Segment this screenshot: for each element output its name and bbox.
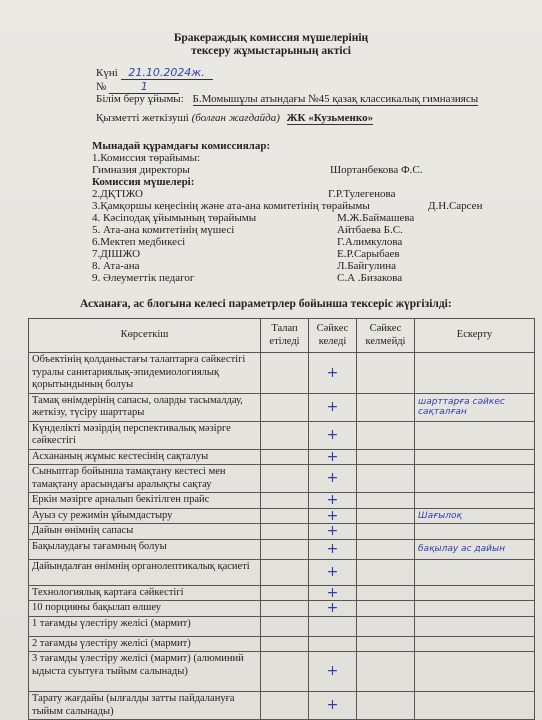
- col-header-note: Ескерту: [415, 319, 535, 353]
- member-role: 7.ДІШЖО: [92, 248, 141, 260]
- members-heading: Комиссия мүшелері:: [92, 176, 195, 188]
- required-cell: [261, 449, 309, 465]
- table-row: [29, 559, 535, 585]
- match-cell: [309, 616, 357, 636]
- col-header-match: Сәйкес келеді: [309, 319, 357, 353]
- member-role: 9. Әлеуметтік педагог: [92, 272, 195, 284]
- note-cell: [415, 601, 535, 617]
- required-cell: [261, 493, 309, 509]
- match-cell: +: [309, 601, 357, 617]
- match-cell: +: [309, 393, 357, 421]
- member-name: Г.Р.Тулегенова: [328, 188, 396, 200]
- supplier-line: [96, 112, 373, 125]
- match-cell: [309, 636, 357, 652]
- note-cell: [415, 636, 535, 652]
- note-cell: [415, 585, 535, 601]
- match-cell: +: [309, 508, 357, 524]
- table-row: [29, 508, 535, 524]
- indicator-cell: 1 тағамды үлестіру желісі (мармит): [29, 616, 261, 636]
- number-label: №: [96, 81, 107, 93]
- table-row: [29, 616, 535, 636]
- indicator-cell: Тамақ өнімдерінің сапасы, оларды тасымалдау, жеткізу, түсіру шарттары: [29, 393, 261, 421]
- indicator-cell: Дайындалған өнімнің органолептикалық қасиеті: [29, 559, 261, 585]
- table-row: [29, 652, 535, 692]
- match-cell: +: [309, 465, 357, 493]
- required-cell: [261, 636, 309, 652]
- match-cell: +: [309, 449, 357, 465]
- indicator-cell: 2 тағамды үлестіру желісі (мармит): [29, 636, 261, 652]
- date-line: [96, 66, 213, 80]
- mismatch-cell: [357, 421, 415, 449]
- mismatch-cell: [357, 539, 415, 559]
- match-cell: +: [309, 421, 357, 449]
- table-row: [29, 524, 535, 540]
- col-header-mismatch: Сәйкес келмейді: [357, 319, 415, 353]
- table-row: [29, 585, 535, 601]
- mismatch-cell: [357, 616, 415, 636]
- note-cell: бақылау ас дайын: [415, 539, 535, 559]
- note-cell: шарттарға сәйкес сақталған: [415, 393, 535, 421]
- org-label: Білім беру ұйымы:: [96, 93, 184, 105]
- note-cell: [415, 524, 535, 540]
- member-name: Л.Байгулина: [337, 260, 396, 272]
- table-row: [29, 636, 535, 652]
- table-row: [29, 393, 535, 421]
- required-cell: [261, 508, 309, 524]
- note-cell: [415, 353, 535, 394]
- indicator-cell: 3 тағамды үлестіру желісі (мармит) (алюминий ыдыста суытуға тыйым салынады): [29, 652, 261, 692]
- note-cell: [415, 421, 535, 449]
- required-cell: [261, 421, 309, 449]
- supplier-label: Қызметті жеткізуші: [96, 112, 189, 124]
- note-cell: [415, 449, 535, 465]
- doc-title-line2: тексеру жұмыстарының актісі: [191, 45, 351, 57]
- table-row: [29, 493, 535, 509]
- member-name: М.Ж.Баймашева: [337, 212, 415, 224]
- required-cell: [261, 465, 309, 493]
- number-line: [96, 80, 179, 94]
- note-cell: [415, 652, 535, 692]
- member-role: 2.ДҚТІЖО: [92, 188, 143, 200]
- member-name: Г.Алимкулова: [337, 236, 403, 248]
- mismatch-cell: [357, 353, 415, 394]
- mismatch-cell: [357, 692, 415, 720]
- note-cell: Шағылоқ: [415, 508, 535, 524]
- match-cell: +: [309, 524, 357, 540]
- mismatch-cell: [357, 493, 415, 509]
- member-name: С.А .Бизакова: [337, 272, 403, 284]
- member-name: Е.Р.Сарыбаев: [337, 248, 400, 260]
- mismatch-cell: [357, 508, 415, 524]
- chair-heading: 1.Комиссия төрайымы:: [92, 152, 201, 164]
- mismatch-cell: [357, 524, 415, 540]
- table-row: [29, 465, 535, 493]
- member-role: 4. Кәсіподақ ұйымының төрайымы: [92, 212, 257, 224]
- member-role: 8. Ата-ана: [92, 260, 140, 272]
- indicator-cell: Тарату жағдайы (ылғалды затты пайдалануға тыйым салынады): [29, 692, 261, 720]
- match-cell: +: [309, 585, 357, 601]
- col-header-required: Талап етіледі: [261, 319, 309, 353]
- mismatch-cell: [357, 449, 415, 465]
- table-row: [29, 539, 535, 559]
- mismatch-cell: [357, 559, 415, 585]
- table-row: [29, 421, 535, 449]
- date-label: Күні: [96, 67, 118, 79]
- indicator-cell: Еркін мәзірге арналып бекітілген прайс: [29, 493, 261, 509]
- match-cell: +: [309, 493, 357, 509]
- indicator-cell: Асхананың жұмыс кестесінің сақталуы: [29, 449, 261, 465]
- indicator-cell: Бақылаудағы тағамның болуы: [29, 539, 261, 559]
- note-cell: [415, 692, 535, 720]
- member-role: 6.Мектеп медбикесі: [92, 236, 186, 248]
- chair-name: Шортанбекова Ф.С.: [330, 164, 423, 176]
- note-cell: [415, 465, 535, 493]
- mismatch-cell: [357, 652, 415, 692]
- required-cell: [261, 539, 309, 559]
- mismatch-cell: [357, 585, 415, 601]
- chair-role: Гимназия директоры: [92, 164, 190, 176]
- doc-title-line1: Бракераждық комиссия мүшелерінің: [173, 32, 369, 44]
- date-value: 21.10.2024ж.: [121, 66, 213, 80]
- mismatch-cell: [357, 465, 415, 493]
- table-row: [29, 449, 535, 465]
- indicator-cell: Ауыз су режимін ұйымдастыру: [29, 508, 261, 524]
- mismatch-cell: [357, 601, 415, 617]
- required-cell: [261, 585, 309, 601]
- commission-heading: Мынадай құрамдағы комиссиялар:: [92, 140, 271, 152]
- col-header-indicator: Көрсеткіш: [29, 319, 261, 353]
- required-cell: [261, 393, 309, 421]
- note-cell: [415, 559, 535, 585]
- table-row: [29, 353, 535, 394]
- required-cell: [261, 601, 309, 617]
- match-cell: +: [309, 353, 357, 394]
- table-row: [29, 692, 535, 720]
- supplier-note: (болған жағдайда): [191, 112, 280, 124]
- match-cell: +: [309, 692, 357, 720]
- required-cell: [261, 559, 309, 585]
- number-value: 1: [109, 80, 179, 94]
- match-cell: +: [309, 652, 357, 692]
- required-cell: [261, 652, 309, 692]
- supplier-value: ЖК «Кузьменко»: [286, 112, 374, 124]
- mismatch-cell: [357, 393, 415, 421]
- indicator-cell: Объектінің қолданыстағы талаптарға сәйкестігі туралы санитариялық-эпидемиологиялық қорытындының болуы: [29, 353, 261, 394]
- member-role: 3.Қамқоршы кеңесінің және ата-ана комитетінің төрайымы: [92, 200, 370, 212]
- mismatch-cell: [357, 636, 415, 652]
- member-role: 5. Ата-ана комитетінің мүшесі: [92, 224, 235, 236]
- note-cell: [415, 616, 535, 636]
- match-cell: +: [309, 539, 357, 559]
- member-name: Д.Н.Сарсен: [428, 200, 483, 212]
- indicator-cell: Сыныптар бойынша тамақтану кестесі мен тамақтану арасындағы аралықты сақтау: [29, 465, 261, 493]
- table-row: [29, 601, 535, 617]
- match-cell: +: [309, 559, 357, 585]
- org-value: Б.Момышұлы атындағы №45 қазақ классикалық гимназиясы: [192, 93, 479, 105]
- required-cell: [261, 616, 309, 636]
- table-intro: Асханаға, ас блогына келесі параметрлер бойынша тексеріс жүргізілді:: [80, 298, 452, 310]
- required-cell: [261, 692, 309, 720]
- indicator-cell: 10 порцияны бақылап өлшеу: [29, 601, 261, 617]
- required-cell: [261, 353, 309, 394]
- indicator-cell: Күнделікті мәзірдің перспективалық мәзірге сәйкестігі: [29, 421, 261, 449]
- inspection-table: [28, 318, 535, 720]
- org-line: [96, 93, 478, 106]
- note-cell: [415, 493, 535, 509]
- indicator-cell: Технологиялық картаға сәйкестігі: [29, 585, 261, 601]
- member-name: Айтбаева Б.С.: [337, 224, 403, 236]
- indicator-cell: Дайын өнімнің сапасы: [29, 524, 261, 540]
- required-cell: [261, 524, 309, 540]
- table-header-row: [29, 319, 535, 353]
